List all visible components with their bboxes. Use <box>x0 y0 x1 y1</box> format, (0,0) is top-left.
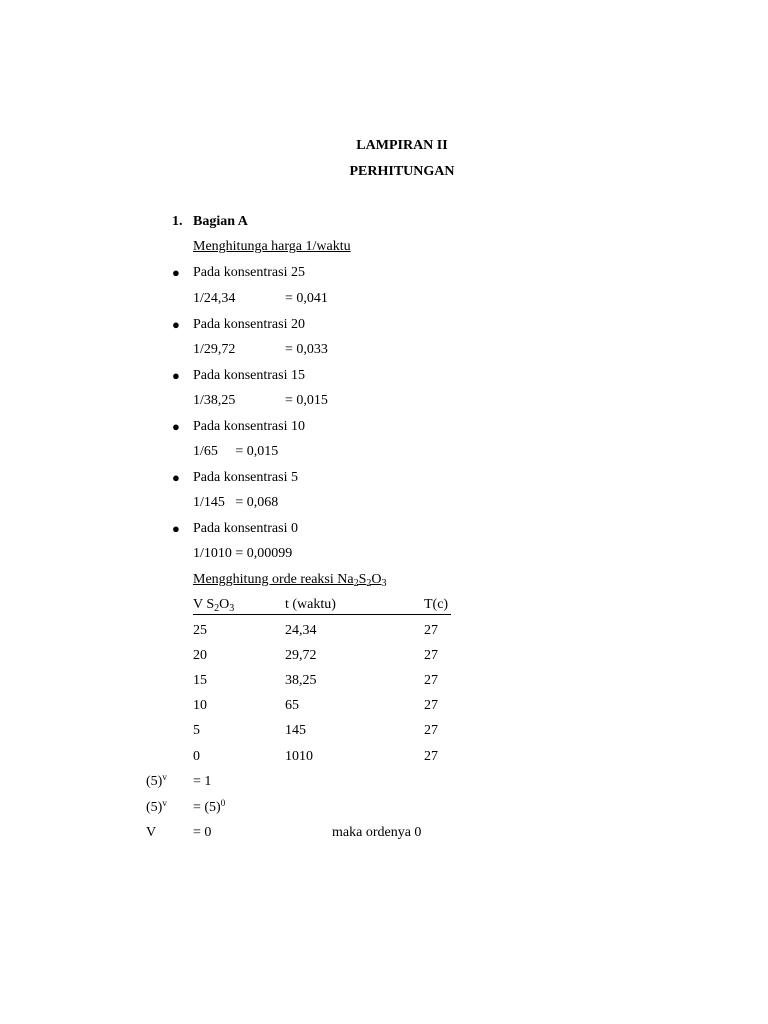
cell-v: 25 <box>193 623 207 638</box>
equation-2-left: $(5)^v$ <box>146 798 167 815</box>
list-item-label: Pada konsentrasi 10 <box>193 419 305 434</box>
calc-right: = 0,041 <box>285 291 328 306</box>
bullet-icon: ● <box>172 521 180 536</box>
bullet-icon: ● <box>172 265 180 280</box>
equation-3-left: V <box>146 825 157 840</box>
cell-temp: 27 <box>424 648 438 663</box>
page-subtitle: PERHITUNGAN <box>349 164 455 179</box>
section-number: 1. <box>172 214 183 229</box>
calc-line: 1/1010 = 0,00099 <box>193 546 293 561</box>
cell-t: 65 <box>285 698 299 713</box>
calc-right: = 0,033 <box>285 342 328 357</box>
bullet-icon: ● <box>172 368 180 383</box>
subheading-1: Menghitunga harga 1/waktu <box>193 239 351 254</box>
list-item-label: Pada konsentrasi 25 <box>193 265 305 280</box>
conclusion-note: maka ordenya 0 <box>332 825 422 840</box>
table-header-rule <box>193 614 451 615</box>
list-item-label: Pada konsentrasi 0 <box>193 521 298 536</box>
calc-left: 1/24,34 <box>193 291 236 306</box>
cell-v: 10 <box>193 698 207 713</box>
calc-left: 1/29,72 <box>193 342 236 357</box>
calc-right: = 0,015 <box>285 393 328 408</box>
cell-temp: 27 <box>424 698 438 713</box>
cell-temp: 27 <box>424 749 438 764</box>
table-header-temp: T(c) <box>424 597 449 612</box>
cell-t: 24,34 <box>285 623 317 638</box>
list-item-label: Pada konsentrasi 20 <box>193 317 305 332</box>
cell-temp: 27 <box>424 673 438 688</box>
calc-line: 1/145 = 0,068 <box>193 495 279 510</box>
cell-t: 1010 <box>285 749 313 764</box>
cell-t: 38,25 <box>285 673 317 688</box>
equation-3-right: = 0 <box>193 825 212 840</box>
cell-v: 15 <box>193 673 207 688</box>
bullet-icon: ● <box>172 419 180 434</box>
bullet-icon: ● <box>172 317 180 332</box>
cell-temp: 27 <box>424 723 438 738</box>
bullet-icon: ● <box>172 470 180 485</box>
list-item-label: Pada konsentrasi 15 <box>193 368 305 383</box>
cell-v: 0 <box>193 749 200 764</box>
cell-t: 29,72 <box>285 648 317 663</box>
section-title: Bagian A <box>193 214 248 229</box>
list-item-label: Pada konsentrasi 5 <box>193 470 298 485</box>
table-header-v: V $S_2O_3$ <box>193 597 235 614</box>
equation-2-right: = $(5)^0$ <box>193 798 226 815</box>
equation-1-left: $(5)^v$ <box>146 772 167 789</box>
cell-t: 145 <box>285 723 306 738</box>
calc-line: 1/65 = 0,015 <box>193 444 279 459</box>
calc-left: 1/38,25 <box>193 393 236 408</box>
equation-1-right: = 1 <box>193 774 212 789</box>
page-title: LAMPIRAN II <box>356 138 448 153</box>
cell-v: 5 <box>193 723 200 738</box>
cell-temp: 27 <box>424 623 438 638</box>
cell-v: 20 <box>193 648 207 663</box>
subheading-2: Mengghitung orde reaksi $Na_2S_2O_3$ <box>193 572 387 589</box>
table-header-t: t (waktu) <box>285 597 336 612</box>
